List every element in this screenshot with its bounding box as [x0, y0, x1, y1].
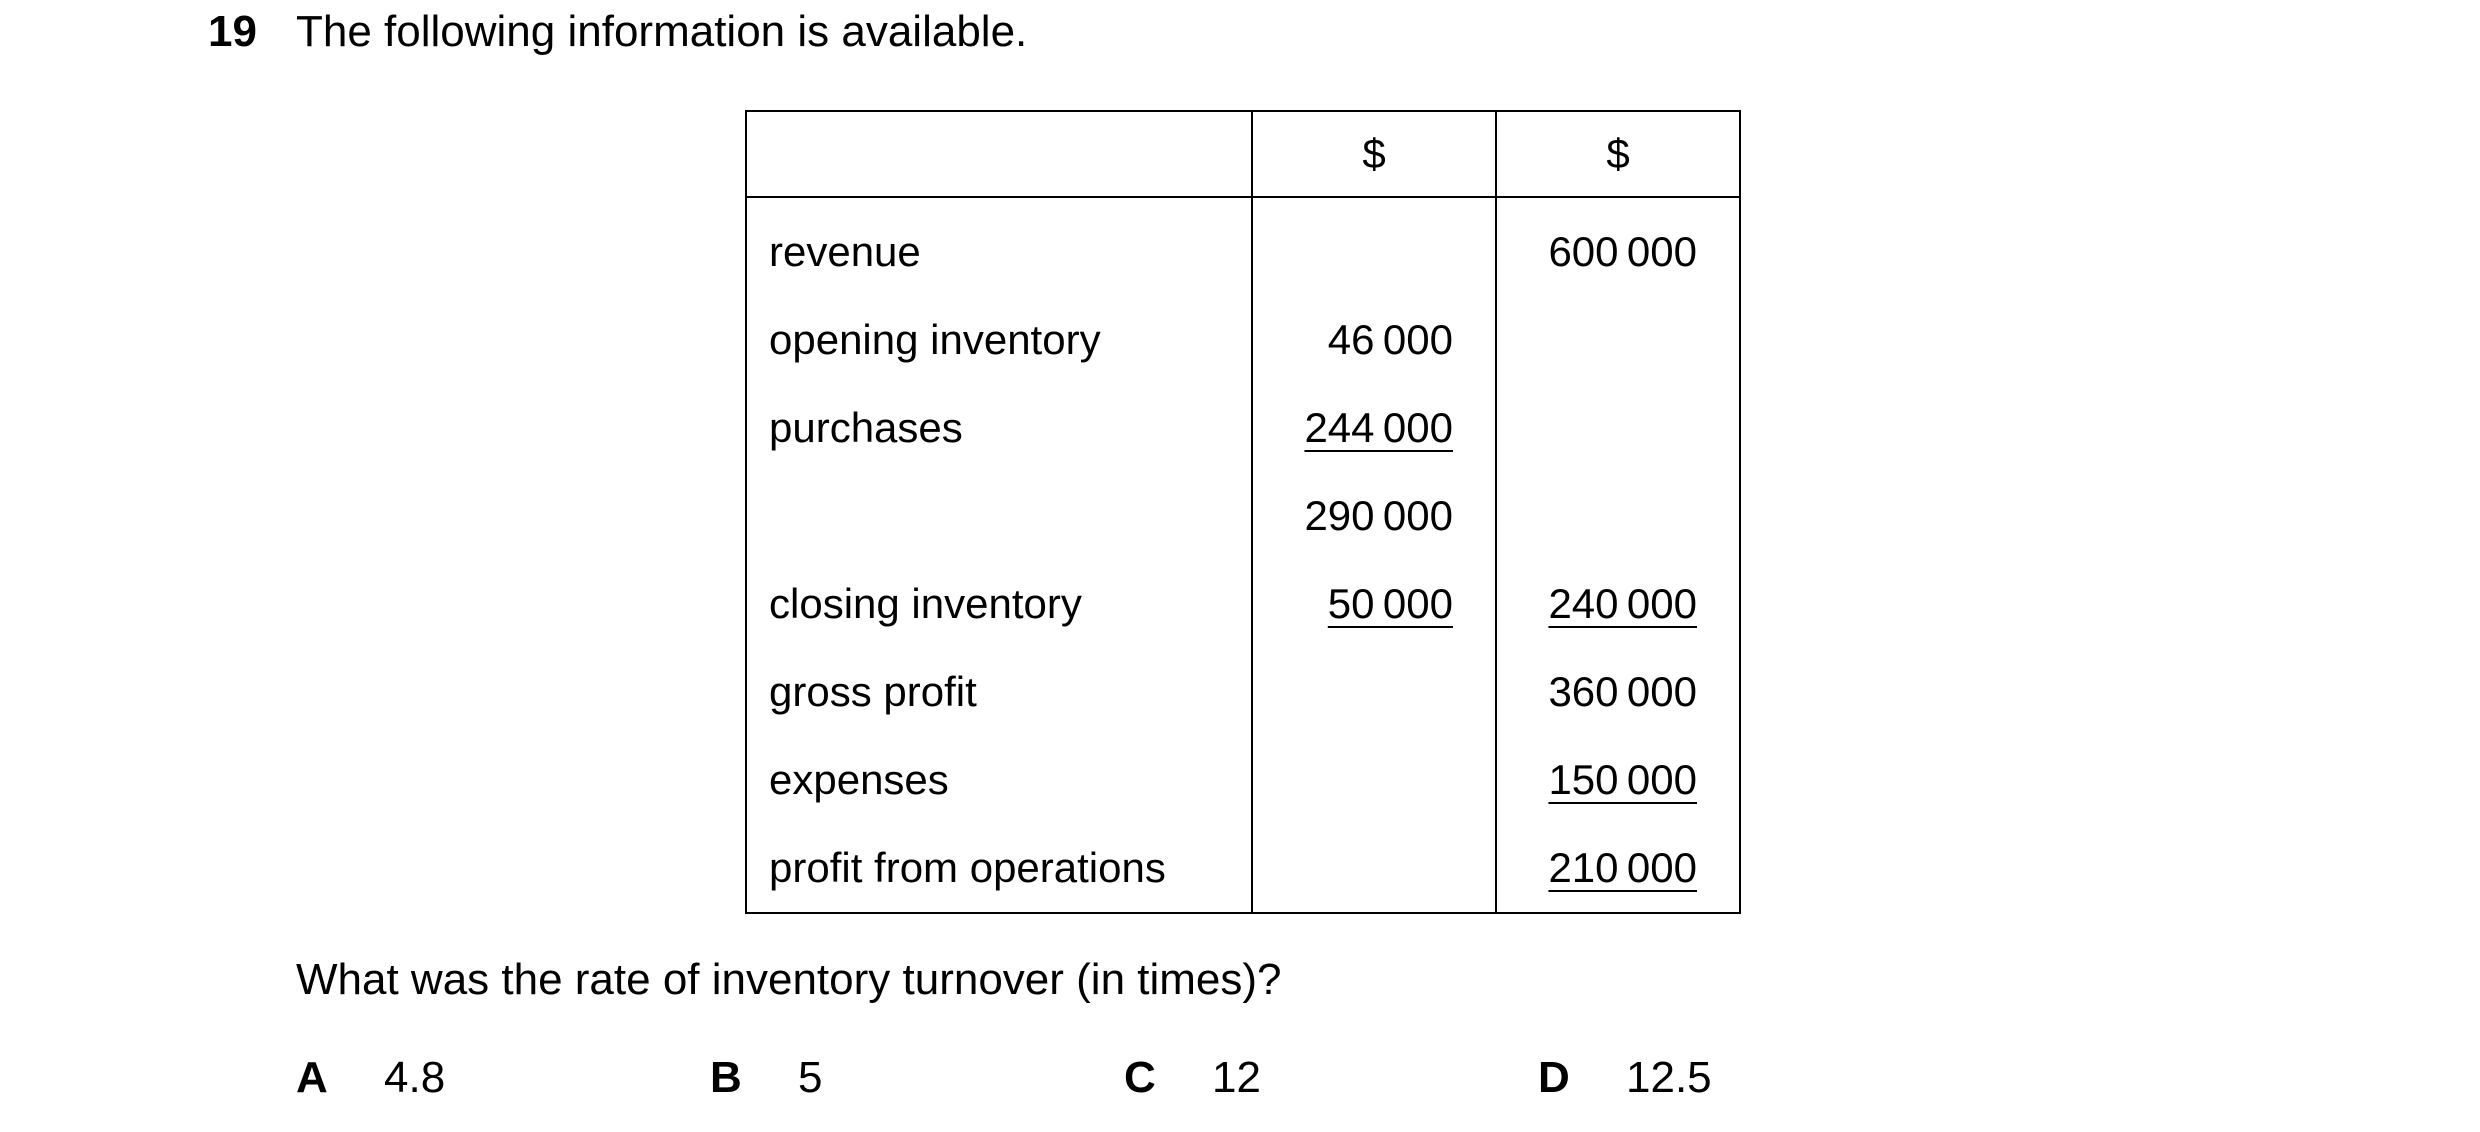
option-b[interactable]	[710, 1048, 822, 1108]
option-letter: B	[710, 1053, 742, 1102]
table-row	[746, 197, 1740, 296]
row-value-1: 244 000	[1252, 384, 1496, 472]
financial-table	[745, 110, 1741, 914]
option-value: 12	[1212, 1053, 1261, 1102]
option-d[interactable]	[1538, 1048, 1712, 1108]
row-value-2: 600 000	[1496, 197, 1740, 296]
option-value: 5	[798, 1053, 823, 1102]
table-row	[746, 472, 1740, 560]
option-letter: A	[296, 1053, 328, 1102]
row-value-2	[1496, 472, 1740, 560]
row-value-1: 50 000	[1252, 560, 1496, 648]
header-label-column	[746, 111, 1252, 197]
row-label: revenue	[746, 197, 1252, 296]
row-value-1	[1252, 736, 1496, 824]
row-label: opening inventory	[746, 296, 1252, 384]
table-row	[746, 560, 1740, 648]
row-value-2: 360 000	[1496, 648, 1740, 736]
option-c[interactable]	[1124, 1048, 1261, 1108]
row-value-1: 290 000	[1252, 472, 1496, 560]
row-value-2	[1496, 296, 1740, 384]
row-label: closing inventory	[746, 560, 1252, 648]
table-row	[746, 296, 1740, 384]
row-label: expenses	[746, 736, 1252, 824]
row-label: purchases	[746, 384, 1252, 472]
row-value-2: 210 000	[1496, 824, 1740, 913]
question-intro: The following information is available.	[296, 7, 1028, 56]
row-label: gross profit	[746, 648, 1252, 736]
row-value-2: 240 000	[1496, 560, 1740, 648]
option-value: 12.5	[1626, 1053, 1712, 1102]
row-value-1	[1252, 197, 1496, 296]
table-row	[746, 824, 1740, 913]
row-value-1	[1252, 824, 1496, 913]
header-currency-2: $	[1496, 111, 1740, 197]
option-value: 4.8	[384, 1053, 446, 1102]
table-row	[746, 736, 1740, 824]
option-letter: C	[1124, 1053, 1156, 1102]
row-value-1	[1252, 648, 1496, 736]
question-number: 19	[208, 7, 257, 56]
header-currency-1: $	[1252, 111, 1496, 197]
option-a[interactable]	[296, 1048, 445, 1108]
table-row	[746, 384, 1740, 472]
option-letter: D	[1538, 1053, 1570, 1102]
table-row	[746, 648, 1740, 736]
row-label: profit from operations	[746, 824, 1252, 913]
row-value-2: 150 000	[1496, 736, 1740, 824]
question-prompt: What was the rate of inventory turnover (in times)?	[296, 955, 1282, 1004]
row-value-1: 46 000	[1252, 296, 1496, 384]
row-value-2	[1496, 384, 1740, 472]
row-label	[746, 472, 1252, 560]
table-header-row	[746, 111, 1740, 197]
